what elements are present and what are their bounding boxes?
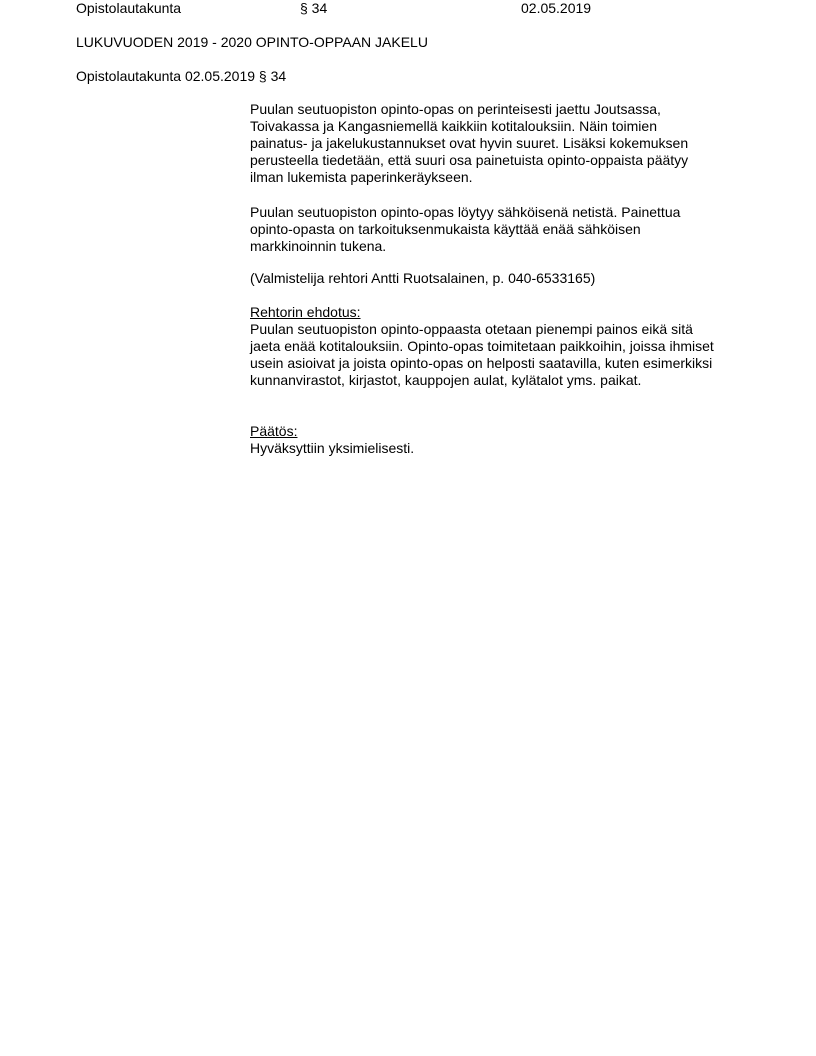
decision-section: [250, 423, 414, 457]
header-committee: Opistolautakunta: [76, 0, 182, 16]
paragraph-line: Puulan seutuopiston opinto-opas on perinteisesti jaettu Joutsassa,: [250, 101, 661, 117]
proposal-heading: Rehtorin ehdotus:: [250, 304, 361, 320]
paragraph-line: opinto-opasta on tarkoituksenmukaista käyttää enää sähköisen: [250, 221, 641, 237]
preparer-text: (Valmistelija rehtori Antti Ruotsalainen, p. 040-6533165): [250, 270, 596, 286]
paragraph-line: Puulan seutuopiston opinto-opas löytyy sähköisenä netistä. Painettua: [250, 204, 681, 220]
paragraph-line: Toivakassa ja Kangasniemellä kaikkiin kotitalouksiin. Näin toimien: [250, 118, 657, 134]
decision-heading: Päätös:: [250, 423, 298, 439]
paragraph-background: [250, 101, 688, 186]
proposal-line: jaeta enää kotitalouksiin. Opinto-opas toimitetaan paikkoihin, joissa ihmiset: [250, 338, 714, 354]
proposal-line: usein asioivat ja joista opinto-opas on helposti saatavilla, kuten esimerkiksi: [250, 355, 713, 371]
document-title: LUKUVUODEN 2019 - 2020 OPINTO-OPPAAN JAKELU: [76, 34, 428, 50]
meeting-reference: Opistolautakunta 02.05.2019 § 34: [76, 68, 287, 84]
proposal-line: kunnanvirastot, kirjastot, kauppojen aulat, kylätalot yms. paikat.: [250, 372, 642, 388]
paragraph-online-guide: [250, 204, 680, 255]
header-section: § 34: [300, 0, 328, 16]
paragraph-line: perusteella tiedetään, että suuri osa painetuista opinto-oppaista päätyy: [250, 152, 689, 168]
proposal-line: Puulan seutuopiston opinto-oppaasta otetaan pienempi painos eikä sitä: [250, 321, 693, 337]
preparer-note: [250, 270, 595, 287]
paragraph-line: markkinoinnin tukena.: [250, 238, 387, 254]
header-date: 02.05.2019: [521, 0, 592, 16]
principal-proposal: [250, 304, 714, 389]
paragraph-line: painatus- ja jakelukustannukset ovat hyvin suuret. Lisäksi kokemuksen: [250, 135, 689, 151]
decision-text: Hyväksyttiin yksimielisesti.: [250, 440, 415, 456]
paragraph-line: ilman lukemista paperinkeräykseen.: [250, 169, 473, 185]
